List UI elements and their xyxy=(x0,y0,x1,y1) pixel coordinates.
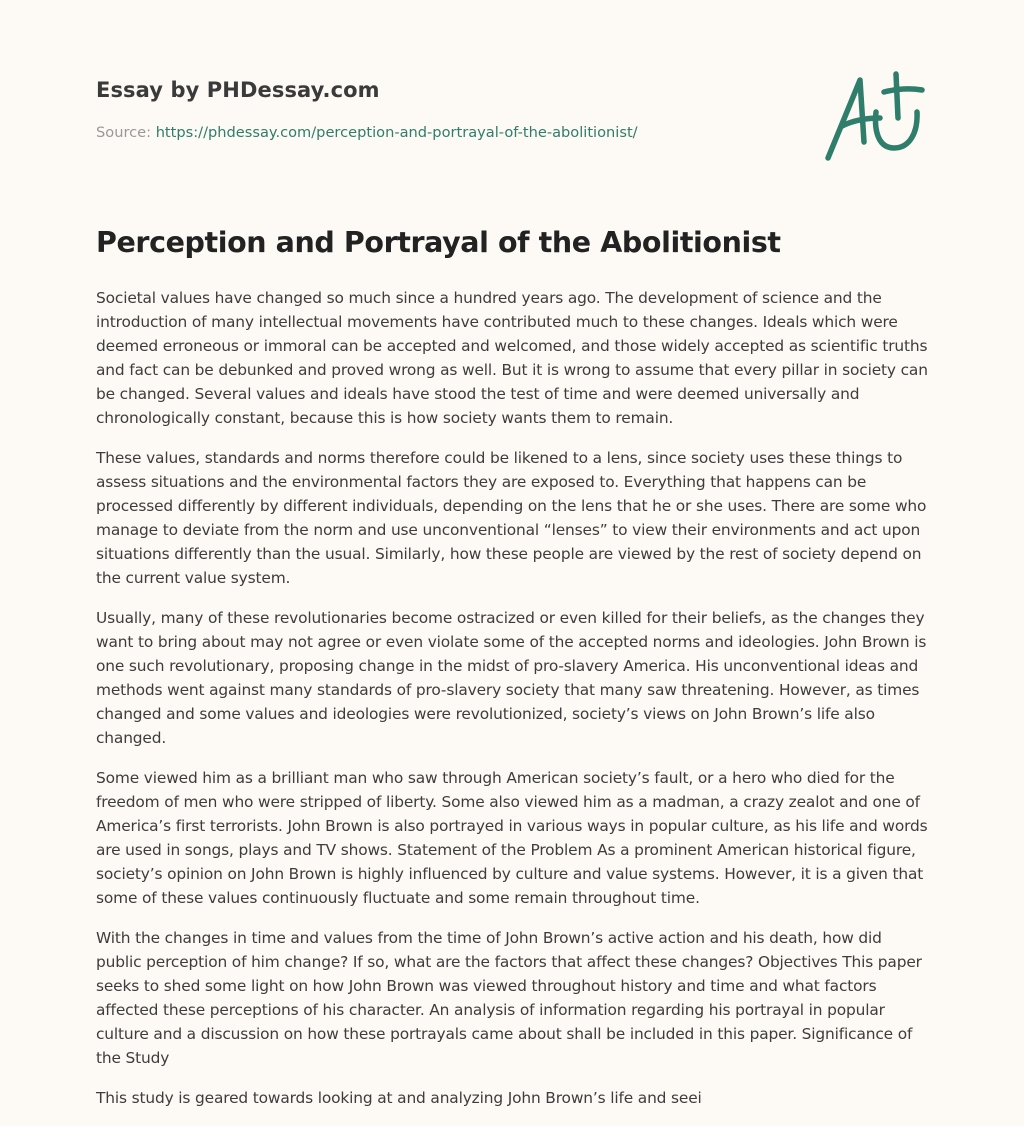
essay-paragraph: These values, standards and norms therefore could be likened to a lens, since society uses these things to assess situations and the environmental factors they are exposed to. Everything that happens can be processed differently by different individuals, depending on the lens that he or she uses. There are some who manage to deviate from the norm and use unconventional “lenses” to view their environments and act upon situations differently than the usual. Similarly, how these people are viewed by the rest of society depend on the current value system. xyxy=(96,449,927,587)
essay-paragraph-truncated: This study is geared towards looking at and analyzing John Brown’s life and seei xyxy=(96,1089,702,1107)
essay-paragraph: With the changes in time and values from the time of John Brown’s active action and his death, how did public perception of him change? If so, what are the factors that affect these changes? Objectives This paper seeks to shed some light on how John Brown was viewed throughout history and time and what factors affected these perceptions of his character. An analysis of information regarding his portrayal in popular culture and a discussion on how these portrayals came about shall be included in this paper. Significance of the Study xyxy=(96,929,922,1067)
site-brand: Essay by PHDessay.com xyxy=(96,78,380,102)
source-link[interactable]: https://phdessay.com/perception-and-portrayal-of-the-abolitionist/ xyxy=(155,124,638,141)
essay-paragraph: Some viewed him as a brilliant man who saw through American society’s fault, or a hero who died for the freedom of men who were stripped of liberty. Some also viewed him as a madman, a crazy zealot and one of America’s first terrorists. John Brown is also portrayed in various ways in popular culture, as his life and words are used in songs, plays and TV shows. Statement of the Problem As a prominent American historical figure, society’s opinion on John Brown is highly influenced by culture and value systems. However, it is a given that some of these values continuously fluctuate and some remain throughout time. xyxy=(96,769,928,907)
source-label: Source: xyxy=(96,124,156,141)
essay-paragraph: Societal values have changed so much since a hundred years ago. The development of science and the introduction of many intellectual movements have contributed much to these changes. Ideals which were deemed erroneous or immoral can be accepted and welcomed, and those widely accepted as scientific truths and fact can be debunked and proved wrong as well. But it is wrong to assume that every pillar in society can be changed. Several values and ideals have stood the test of time and were deemed universally and chronologically constant, because this is how society wants them to remain. xyxy=(96,289,928,427)
a-plus-logo xyxy=(818,68,930,166)
source-line xyxy=(96,124,638,141)
essay-paragraph: Usually, many of these revolutionaries become ostracized or even killed for their beliefs, as the changes they want to bring about may not agree or even violate some of the accepted norms and ideologies. John Brown is one such revolutionary, proposing change in the midst of pro-slavery America. His unconventional ideas and methods went against many standards of pro-slavery society that many saw threatening. However, as times changed and some values and ideologies were revolutionized, society’s views on John Brown’s life also changed. xyxy=(96,609,927,747)
essay-body xyxy=(96,286,928,1126)
essay-title: Perception and Portrayal of the Abolitionist xyxy=(96,226,781,259)
